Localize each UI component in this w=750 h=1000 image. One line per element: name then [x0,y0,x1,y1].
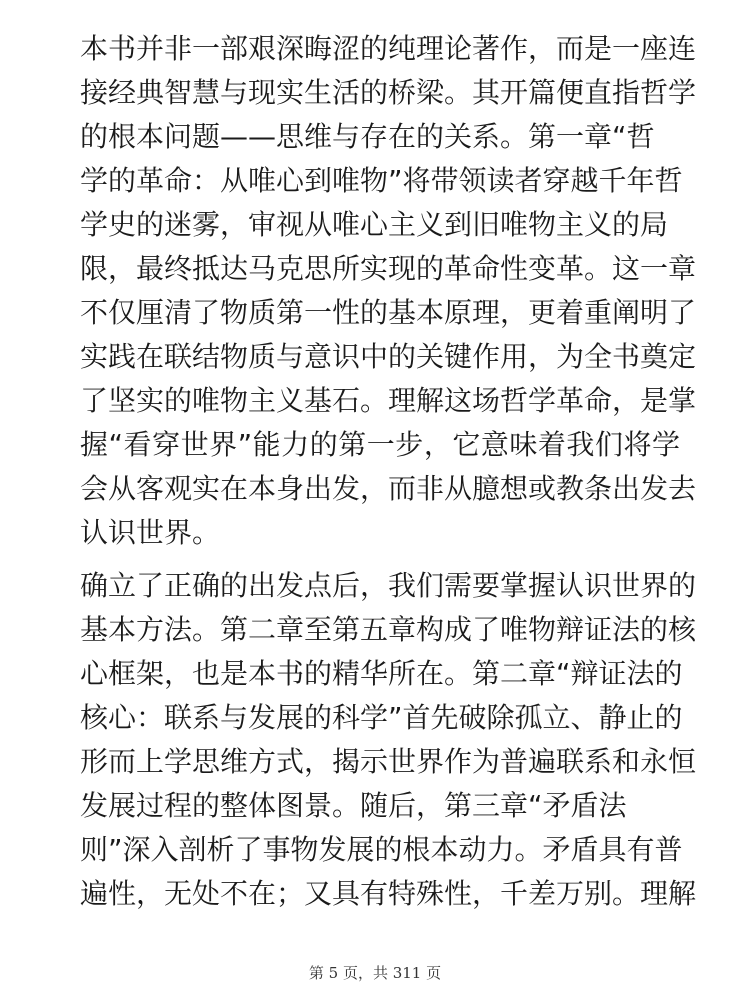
text-line: 核心：联系与发展的科学”首先破除孤立、静止的 [80,701,683,734]
text-line: 认识世界。 [80,516,221,549]
body-text [80,27,697,916]
text-line: 了坚实的唯物主义基石。理解这场哲学革命，是掌 [80,384,697,417]
text-line: 不仅厘清了物质第一性的基本原理，更着重阐明了 [80,296,697,329]
text-line: 学史的迷雾，审视从唯心主义到旧唯物主义的局 [80,208,669,241]
text-line: 接经典智慧与现实生活的桥梁。其开篇便直指哲学 [80,76,697,109]
paragraph [80,27,697,555]
text-line: 形而上学思维方式，揭示世界作为普遍联系和永恒 [80,745,697,778]
text-line: 的根本问题——思维与存在的关系。第一章“哲 [80,120,655,153]
text-line: 心框架，也是本书的精华所在。第二章“辩证法的 [80,657,683,690]
text-line: 会从客观实在本身出发，而非从臆想或教条出发去 [80,472,697,505]
text-line: 则”深入剖析了事物发展的根本动力。矛盾具有普 [80,833,683,866]
text-line: 发展过程的整体图景。随后，第三章“矛盾法 [80,789,627,822]
text-line: 基本方法。第二章至第五章构成了唯物辩证法的核 [80,613,697,646]
text-line: 遍性，无处不在；又具有特殊性，千差万别。理解 [80,877,697,910]
paragraph [80,564,697,916]
text-line: 本书并非一部艰深晦涩的纯理论著作，而是一座连 [80,32,697,65]
text-line: 确立了正确的出发点后，我们需要掌握认识世界的 [80,569,697,602]
page-number-footer: 第 5 页，共 311 页 [308,964,442,982]
text-line: 限，最终抵达马克思所实现的革命性变革。这一章 [80,252,697,285]
text-line: 学的革命：从唯心到唯物”将带领读者穿越千年哲 [80,164,683,197]
text-line: 握“看穿世界”能力的第一步，它意味着我们将学 [80,428,680,461]
text-line: 实践在联结物质与意识中的关键作用，为全书奠定 [80,340,697,373]
